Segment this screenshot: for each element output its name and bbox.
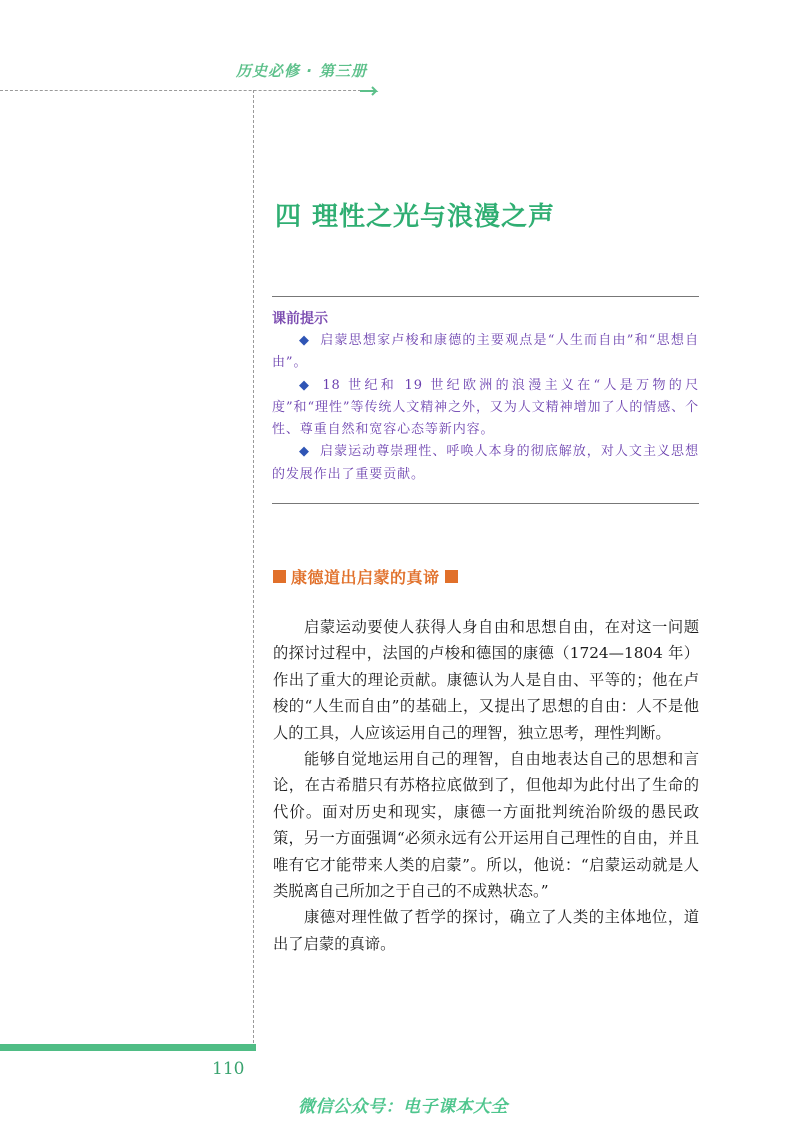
square-marker-icon	[445, 570, 458, 583]
diamond-bullet-icon: ◆	[299, 333, 311, 348]
footer-bar	[0, 1044, 256, 1051]
page-number: 110	[212, 1059, 245, 1079]
preview-item: ◆ 启蒙运动尊崇理性、呼唤人本身的彻底解放，对人文主义思想的发展作出了重要贡献。	[272, 444, 699, 482]
preview-item: ◆ 启蒙思想家卢梭和康德的主要观点是“人生而自由”和“思想自由”。	[272, 333, 699, 371]
body-paragraph: 能够自觉地运用自己的理智，自由地表达自己的思想和言论，在古希腊只有苏格拉底做到了，但他却为此付出了生命的代价。面对历史和现实，康德一方面批判统治阶级的愚民政策，另一方面强调“必须永远有公开运用自己理性的自由，并且唯有它才能带来人类的启蒙”。所以，他说：“启蒙运动就是人类脱离自己所加之于自己的不成熟状态。”	[273, 750, 699, 901]
preview-item: ◆ 18 世纪和 19 世纪欧洲的浪漫主义在“人是万物的尺度”和“理性”等传统人文精神之外，又为人文精神增加了人的情感、个性、尊重自然和宽容心态等新内容。	[272, 377, 699, 438]
diamond-bullet-icon: ◆	[299, 377, 313, 393]
square-marker-icon	[273, 570, 286, 583]
body-paragraph: 启蒙运动要使人获得人身自由和思想自由，在对这一问题的探讨过程中，法国的卢梭和德国的康德（1724—1804 年）作出了重大的理论贡献。康德认为人是自由、平等的；他在卢梭的“人生而自由”的基础上，又提出了思想的自由：人不是他人的工具，人应该运用自己的理智，独立思考，理性判断。	[273, 618, 699, 742]
preview-heading: 课前提示	[272, 311, 328, 327]
preview-list	[272, 330, 699, 486]
watermark: 微信公众号：电子课本大全	[298, 1097, 508, 1117]
margin-dashed-line	[253, 90, 254, 1048]
running-header-title: 历史必修 · 第三册	[236, 62, 368, 80]
preview-bottom-rule	[272, 503, 699, 504]
preview-top-rule	[272, 296, 699, 297]
header-dashed-rule	[0, 90, 366, 91]
arrow-right-icon	[360, 85, 382, 97]
chapter-title: 四 理性之光与浪漫之声	[275, 202, 556, 232]
section-heading: 康德道出启蒙的真谛	[273, 565, 458, 588]
section-body	[273, 614, 699, 957]
body-paragraph: 康德对理性做了哲学的探讨，确立了人类的主体地位，道出了启蒙的真谛。	[273, 908, 699, 953]
diamond-bullet-icon: ◆	[299, 444, 311, 460]
